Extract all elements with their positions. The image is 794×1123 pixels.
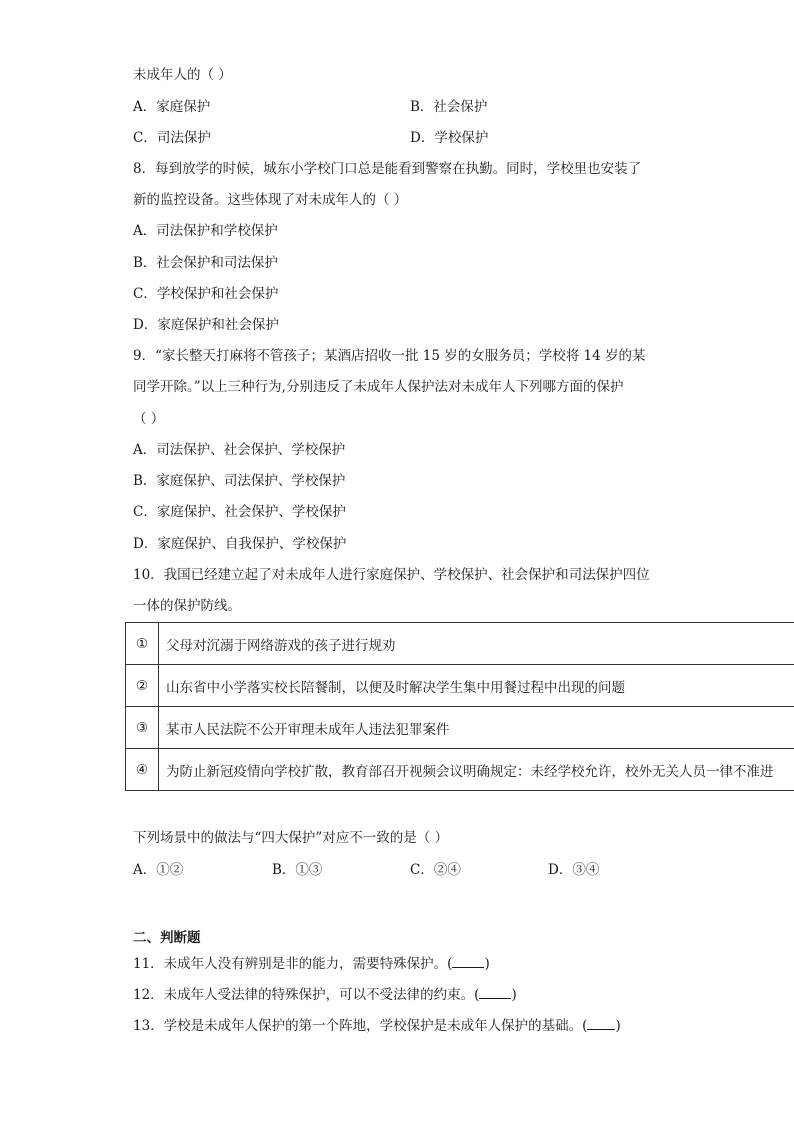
scenario-text: 山东省中小学落实校长陪餐制，以便及时解决学生集中用餐过程中出现的问题	[159, 665, 794, 707]
q9-option-d: D．家庭保护、自我保护、学校保护	[133, 536, 347, 552]
q9-option-b: B．家庭保护、司法保护、学校保护	[133, 473, 346, 489]
q7-option-b: B．社会保护	[410, 99, 488, 115]
q10-option-a: A．①②	[133, 862, 184, 878]
judge-item-close: )	[511, 987, 517, 1003]
judge-item-11	[133, 955, 490, 973]
scenario-number: ②	[126, 665, 159, 707]
scenario-text: 为防止新冠疫情向学校扩散，教育部召开视频会议明确规定：未经学校允许，校外无关人员一律不准进	[159, 749, 794, 791]
q7-option-a: A．家庭保护	[133, 99, 211, 115]
q10-option-b: B．①③	[272, 862, 323, 878]
q7-option-d: D．学校保护	[410, 130, 489, 146]
judge-item-12	[133, 986, 517, 1004]
section-heading: 二、判断题	[133, 930, 201, 946]
judge-item-close: )	[484, 956, 490, 972]
table-row	[126, 623, 794, 665]
answer-blank[interactable]	[452, 955, 484, 968]
judge-item-close: )	[615, 1018, 621, 1034]
q9-option-c: C．家庭保护、社会保护、学校保护	[133, 504, 346, 520]
q8-option-b: B．社会保护和司法保护	[133, 255, 278, 271]
judge-item-text: 12．未成年人受法律的特殊保护，可以不受法律的约束。(	[133, 987, 480, 1003]
scenario-number: ③	[126, 707, 159, 749]
q8-option-c: C．学校保护和社会保护	[133, 286, 279, 302]
q10-option-c: C．②④	[410, 862, 461, 878]
q9-option-a: A．司法保护、社会保护、学校保护	[133, 442, 346, 458]
judge-item-text: 13．学校是未成年人保护的第一个阵地，学校保护是未成年人保护的基础。(	[133, 1018, 588, 1034]
table-row	[126, 665, 794, 707]
q8-option-d: D．家庭保护和社会保护	[133, 317, 279, 333]
q7-stem: 未成年人的（ ）	[133, 67, 232, 83]
answer-blank[interactable]	[587, 1017, 615, 1030]
scenario-number: ④	[126, 749, 159, 791]
q7-option-c: C．司法保护	[133, 130, 211, 146]
q8-option-a: A．司法保护和学校保护	[133, 223, 278, 239]
judge-item-13	[133, 1017, 621, 1035]
answer-blank[interactable]	[479, 986, 511, 999]
scenario-text: 父母对沉溺于网络游戏的孩子进行规劝	[159, 623, 794, 665]
q10-stem-line1: 10．我国已经建立起了对未成年人进行家庭保护、学校保护、社会保护和司法保护四位	[133, 567, 650, 583]
table-row	[126, 707, 794, 749]
q9-stem-line3: （ ）	[133, 411, 165, 427]
q8-stem-line1: 8．每到放学的时候，城东小学校门口总是能看到警察在执勤。同时，学校里也安装了	[133, 161, 642, 177]
q9-stem-line2: 同学开除。”以上三种行为,分别违反了未成年人保护法对未成年人下列哪方面的保护	[133, 379, 624, 395]
scenario-text: 某市人民法院不公开审理未成年人违法犯罪案件	[159, 707, 794, 749]
table-row	[126, 749, 794, 791]
judge-item-text: 11．未成年人没有辨别是非的能力，需要特殊保护。(	[133, 956, 453, 972]
q8-stem-line2: 新的监控设备。这些体现了对未成年人的（ ）	[133, 192, 408, 208]
q10-question: 下列场景中的做法与“四大保护”对应不一致的是（ ）	[133, 830, 449, 846]
q10-option-d: D．③④	[548, 862, 600, 878]
q10-stem-line2: 一体的保护防线。	[133, 598, 241, 614]
scenario-table	[125, 622, 794, 791]
scenario-number: ①	[126, 623, 159, 665]
q9-stem-line1: 9．“家长整天打麻将不管孩子；某酒店招收一批 15 岁的女服务员；学校将 14 岁的某	[133, 348, 646, 364]
